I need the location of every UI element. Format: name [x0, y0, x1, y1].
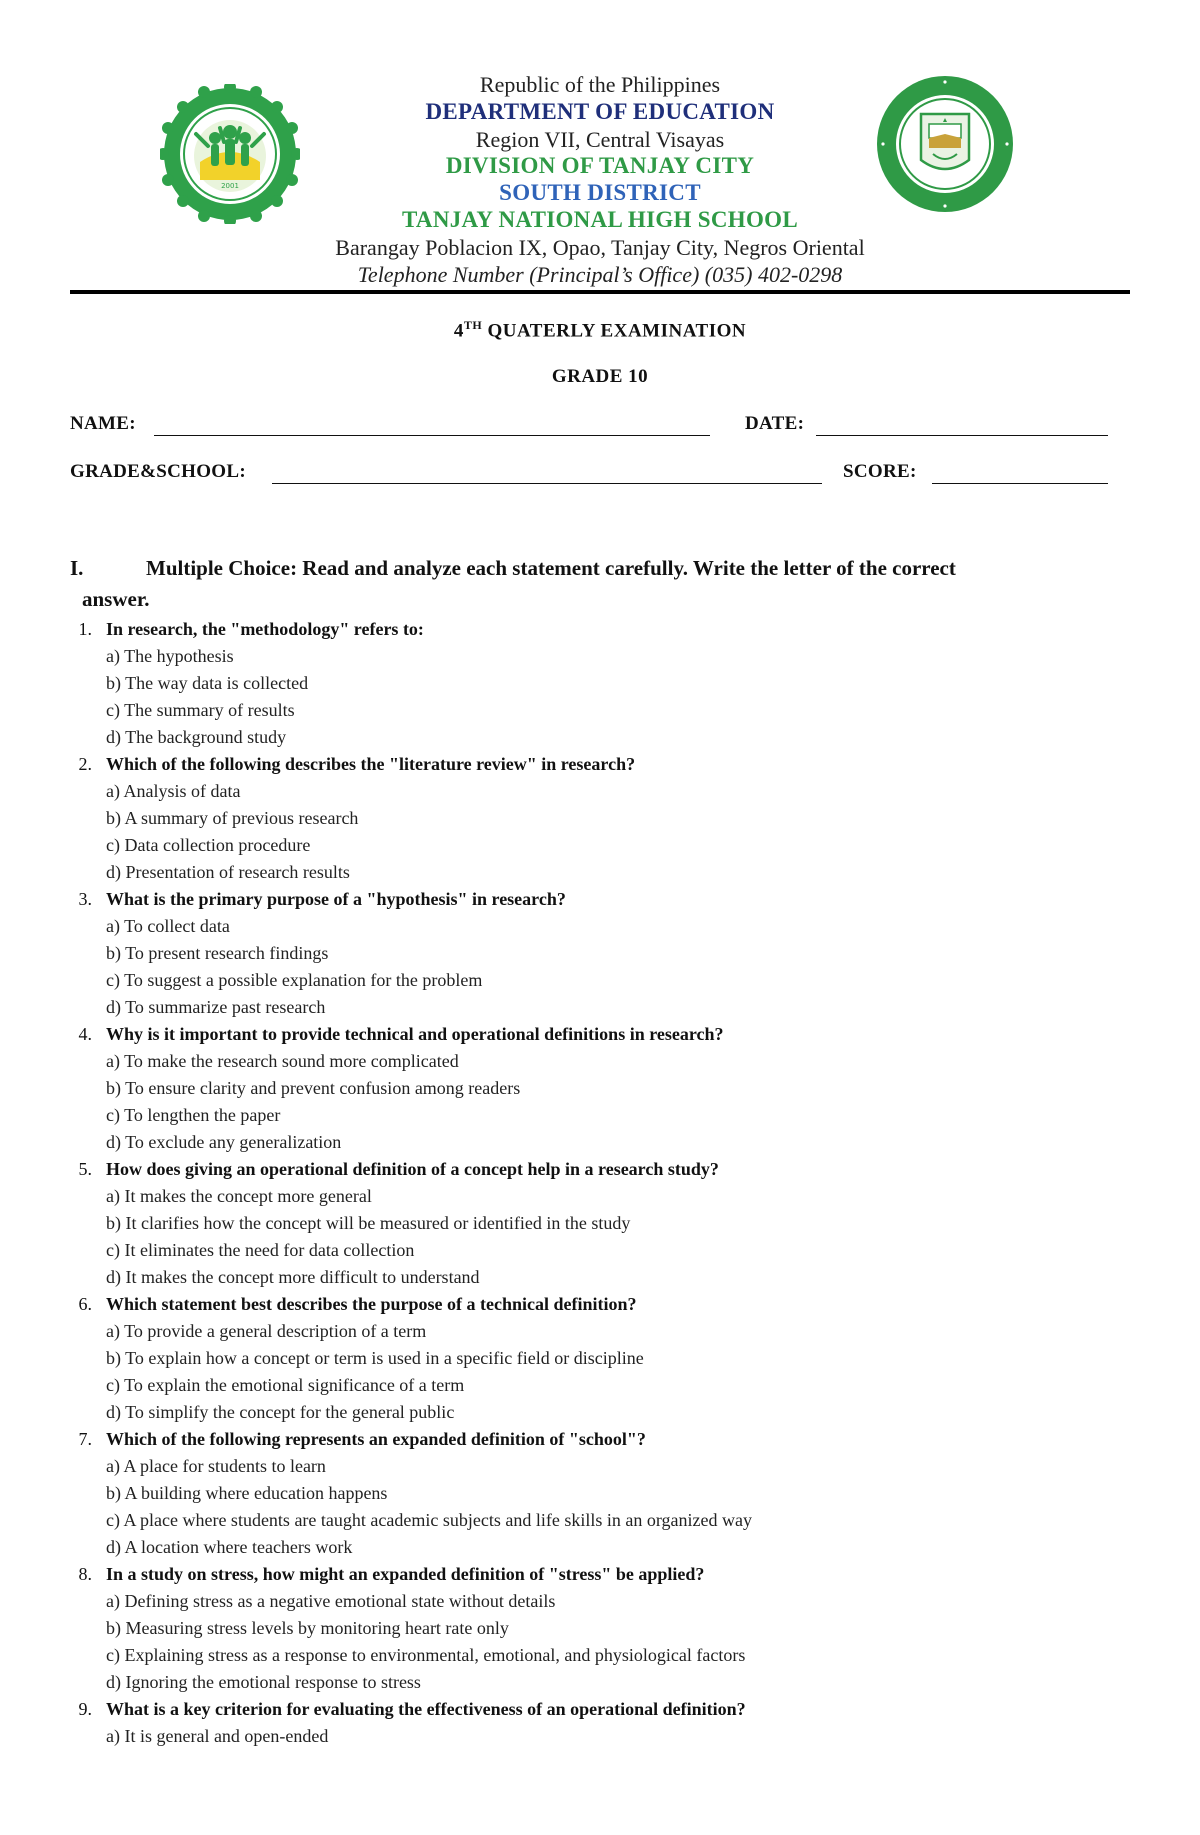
- question-text: In a study on stress, how might an expanded definition of "stress" be applied?: [106, 1564, 705, 1584]
- question-number: 7.: [78, 1429, 92, 1449]
- question-text: Which statement best describes the purpose of a technical definition?: [106, 1294, 637, 1314]
- question-text: Which of the following represents an expanded definition of "school"?: [106, 1429, 646, 1449]
- question-text: What is a key criterion for evaluating the effectiveness of an operational definition?: [106, 1699, 746, 1719]
- division-name: DIVISION OF TANJAY CITY: [445, 153, 755, 178]
- exam-title: 4TH QUATERLY EXAMINATION: [453, 318, 747, 342]
- date-label: DATE:: [745, 413, 805, 434]
- score-label: SCORE:: [843, 461, 917, 482]
- question-number: 8.: [78, 1564, 92, 1584]
- answer-option: d) Presentation of research results: [106, 862, 350, 882]
- answer-option: a) Analysis of data: [106, 781, 241, 801]
- answer-option: c) The summary of results: [106, 700, 295, 720]
- school-name: TANJAY NATIONAL HIGH SCHOOL: [402, 207, 798, 232]
- question-number: 2.: [78, 754, 92, 774]
- answer-option: d) To exclude any generalization: [106, 1132, 342, 1152]
- answer-option: b) Measuring stress levels by monitoring heart rate only: [106, 1618, 509, 1638]
- answer-option: b) It clarifies how the concept will be measured or identified in the study: [106, 1213, 631, 1233]
- question-text: Why is it important to provide technical and operational definitions in research?: [106, 1024, 724, 1044]
- answer-option: b) To ensure clarity and prevent confusion among readers: [106, 1078, 521, 1098]
- region-line: Region VII, Central Visayas: [475, 127, 725, 152]
- grade-level: GRADE 10: [551, 366, 649, 387]
- question-item: [70, 1564, 1130, 1591]
- section-instruction-continued: answer.: [82, 587, 150, 611]
- answer-option: b) To explain how a concept or term is used in a specific field or discipline: [106, 1348, 644, 1368]
- score-blank[interactable]: [932, 483, 1108, 484]
- answer-option: c) Explaining stress as a response to environmental, emotional, and physiological factors: [106, 1645, 746, 1665]
- answer-option: b) A summary of previous research: [106, 808, 359, 828]
- question-number: 4.: [78, 1024, 92, 1044]
- answer-option: c) To explain the emotional significance of a term: [106, 1375, 465, 1395]
- answer-option: a) Defining stress as a negative emotional state without details: [106, 1591, 556, 1611]
- answer-option: d) To summarize past research: [106, 997, 326, 1017]
- question-item: [70, 1024, 1130, 1051]
- answer-option: b) To present research findings: [106, 943, 329, 963]
- question-text: What is the primary purpose of a "hypothesis" in research?: [106, 889, 566, 909]
- question-number: 6.: [78, 1294, 92, 1314]
- question-text: In research, the "methodology" refers to:: [106, 619, 424, 639]
- answer-option: c) Data collection procedure: [106, 835, 311, 855]
- question-item: [70, 619, 1130, 646]
- svg-text:2001: 2001: [221, 182, 239, 190]
- telephone-line: Telephone Number (Principal’s Office) (035) 402-0298: [357, 262, 843, 287]
- answer-option: c) To suggest a possible explanation for the problem: [106, 970, 483, 990]
- question-item: [70, 1294, 1130, 1321]
- answer-option: d) It makes the concept more difficult to understand: [106, 1267, 480, 1287]
- answer-option: d) Ignoring the emotional response to stress: [106, 1672, 421, 1692]
- answer-option: c) It eliminates the need for data collection: [106, 1240, 415, 1260]
- answer-option: a) To provide a general description of a term: [106, 1321, 427, 1341]
- answer-option: b) A building where education happens: [106, 1483, 388, 1503]
- school-address: Barangay Poblacion IX, Opao, Tanjay City, Negros Oriental: [335, 235, 865, 260]
- answer-option: d) A location where teachers work: [106, 1537, 353, 1557]
- grade-school-label: GRADE&SCHOOL:: [70, 461, 246, 482]
- department-name: DEPARTMENT OF EDUCATION: [425, 99, 775, 124]
- answer-option: a) A place for students to learn: [106, 1456, 326, 1476]
- question-item: [70, 1699, 1130, 1726]
- question-item: [70, 1429, 1130, 1456]
- district-name: SOUTH DISTRICT: [499, 180, 701, 205]
- question-item: [70, 889, 1130, 916]
- question-text: How does giving an operational definition of a concept help in a research study?: [106, 1159, 719, 1179]
- section-number: I.: [70, 556, 84, 580]
- answer-option: d) To simplify the concept for the general public: [106, 1402, 455, 1422]
- grade-school-blank[interactable]: [272, 483, 822, 484]
- answer-option: c) A place where students are taught academic subjects and life skills in an organized way: [106, 1510, 752, 1530]
- answer-option: d) The background study: [106, 727, 287, 747]
- republic-line: Republic of the Philippines: [479, 72, 721, 97]
- question-item: [70, 1159, 1130, 1186]
- name-label: NAME:: [70, 413, 136, 434]
- name-blank[interactable]: [154, 435, 710, 436]
- question-number: 3.: [78, 889, 92, 909]
- answer-option: a) The hypothesis: [106, 646, 234, 666]
- header-divider: [70, 290, 1130, 294]
- question-text: Which of the following describes the "literature review" in research?: [106, 754, 636, 774]
- question-item: [70, 754, 1130, 781]
- answer-option: a) It makes the concept more general: [106, 1186, 372, 1206]
- answer-option: a) To make the research sound more complicated: [106, 1051, 459, 1071]
- question-number: 5.: [78, 1159, 92, 1179]
- question-number: 1.: [78, 619, 92, 639]
- section-instruction: Multiple Choice: Read and analyze each statement carefully. Write the letter of the correct: [146, 556, 956, 580]
- answer-option: a) It is general and open-ended: [106, 1726, 329, 1746]
- answer-option: a) To collect data: [106, 916, 230, 936]
- answer-option: c) To lengthen the paper: [106, 1105, 281, 1125]
- date-blank[interactable]: [816, 435, 1108, 436]
- answer-option: b) The way data is collected: [106, 673, 309, 693]
- question-list: [70, 619, 1130, 1753]
- question-number: 9.: [78, 1699, 92, 1719]
